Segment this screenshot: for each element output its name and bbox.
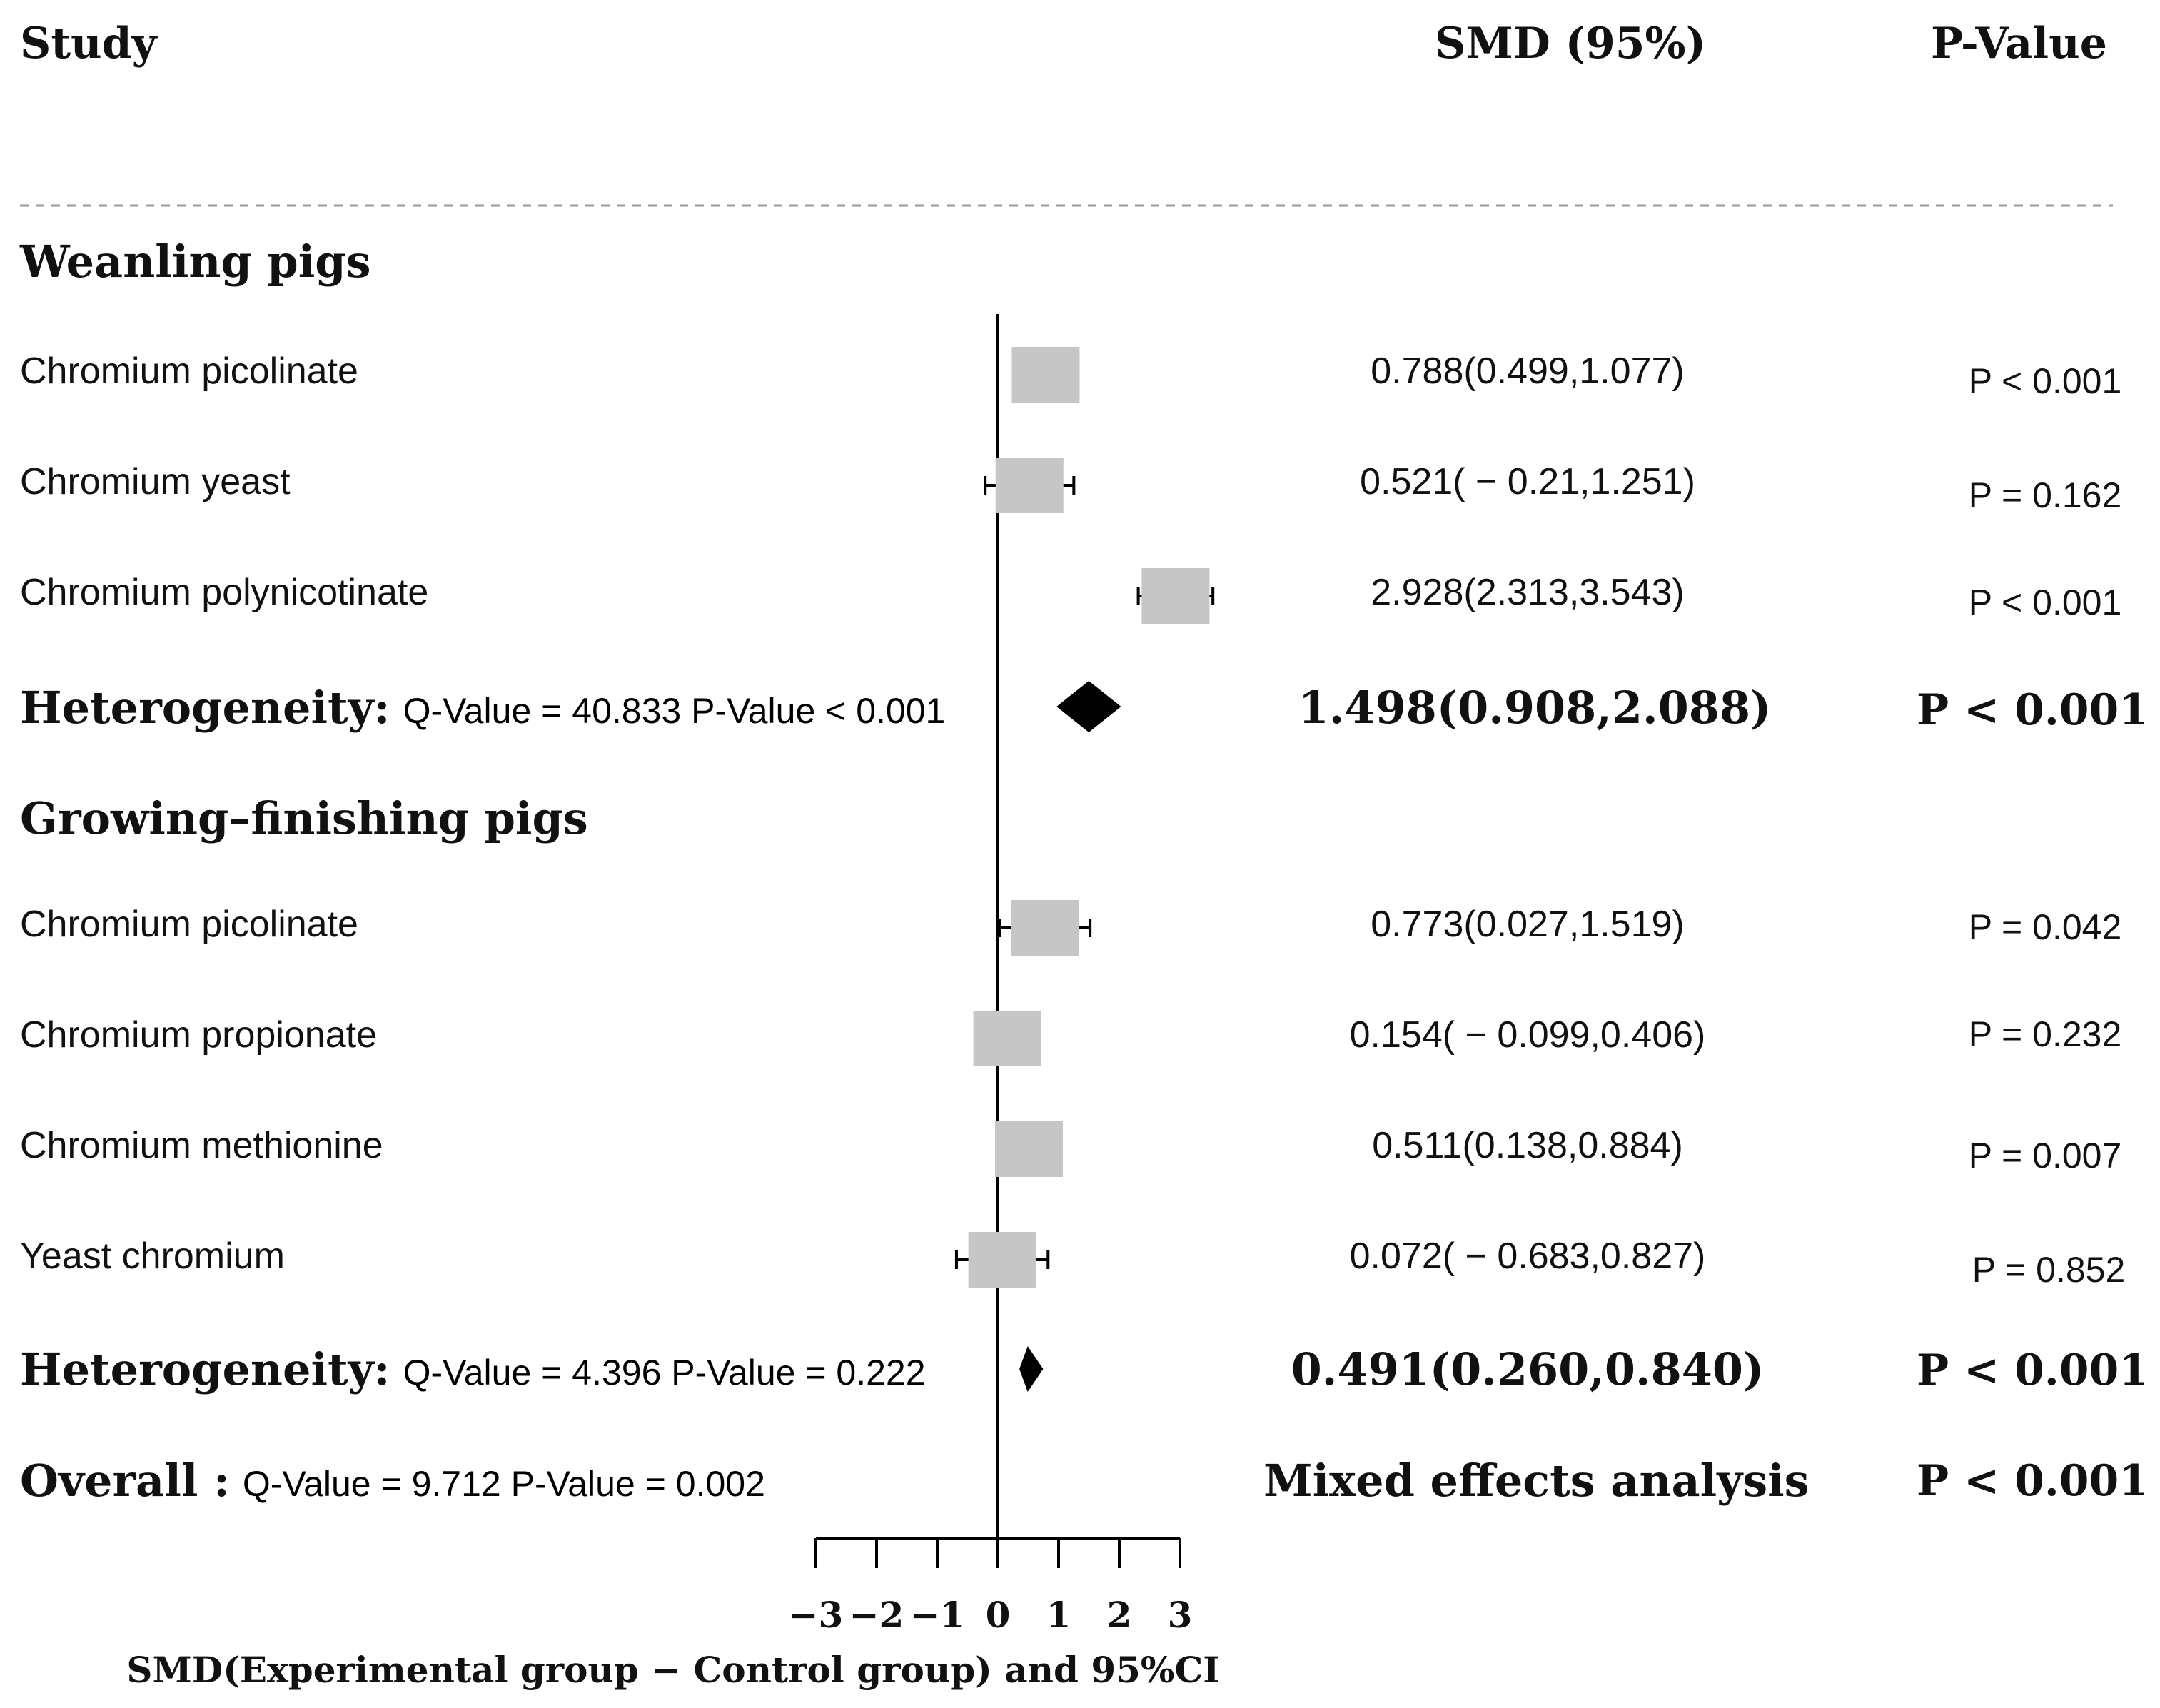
effect-box xyxy=(1011,347,1079,403)
effect-box xyxy=(969,1232,1036,1288)
study-p-value: P = 0.042 xyxy=(1968,907,2122,947)
group-title-growing-finishing: Growing–finishing pigs xyxy=(20,792,588,844)
x-tick-label: 2 xyxy=(1106,1594,1132,1636)
header-p-value: P-Value xyxy=(1931,19,2107,69)
study-estimate: 0.511(0.138,0.884) xyxy=(1372,1125,1683,1166)
overall-analysis-label: Mixed effects analysis xyxy=(1263,1455,1810,1507)
study-estimate: 0.154( − 0.099,0.406) xyxy=(1349,1014,1706,1056)
pooled-p-value: P < 0.001 xyxy=(1916,1345,2149,1395)
pooled-diamond xyxy=(1019,1346,1043,1392)
study-p-value: P = 0.162 xyxy=(1968,475,2122,515)
study-p-value: P = 0.232 xyxy=(1968,1014,2122,1054)
study-estimate: 0.773(0.027,1.519) xyxy=(1371,904,1685,945)
heterogeneity-stats: Q-Value = 4.396 P-Value = 0.222 xyxy=(403,1353,926,1393)
effect-box xyxy=(1141,568,1209,624)
study-label: Yeast chromium xyxy=(20,1235,285,1277)
study-label: Chromium polynicotinate xyxy=(20,572,429,613)
study-estimate: 0.521( − 0.21,1.251) xyxy=(1360,461,1695,502)
header-study: Study xyxy=(20,19,157,69)
overall-label: Overall : xyxy=(20,1455,230,1507)
study-label: Chromium yeast xyxy=(20,461,291,502)
study-p-value: P < 0.001 xyxy=(1968,582,2122,622)
study-estimate: 2.928(2.313,3.543) xyxy=(1371,572,1685,613)
x-tick-label: −1 xyxy=(909,1594,965,1636)
heterogeneity-label: Heterogeneity: xyxy=(20,682,390,734)
x-tick-label: 3 xyxy=(1167,1594,1193,1636)
effect-box xyxy=(996,458,1064,513)
group-title-weanling: Weanling pigs xyxy=(20,236,371,288)
study-label: Chromium picolinate xyxy=(20,904,358,945)
study-p-value: P = 0.007 xyxy=(1968,1136,2122,1176)
x-axis-label: SMD(Experimental group − Control group) and 95%CI xyxy=(126,1649,1220,1691)
study-label: Chromium methionine xyxy=(20,1125,383,1166)
header-smd: SMD (95%) xyxy=(1435,19,1706,69)
study-p-value: P < 0.001 xyxy=(1968,361,2122,401)
overall-p-value: P < 0.001 xyxy=(1916,1456,2149,1506)
pooled-estimate: 0.491(0.260,0.840) xyxy=(1291,1343,1765,1395)
pooled-p-value: P < 0.001 xyxy=(1916,685,2149,735)
x-tick-label: −3 xyxy=(788,1594,844,1636)
study-estimate: 0.072( − 0.683,0.827) xyxy=(1349,1235,1706,1277)
x-tick-label: 0 xyxy=(985,1594,1011,1636)
pooled-estimate: 1.498(0.908,2.088) xyxy=(1298,682,1772,734)
x-tick-label: −2 xyxy=(849,1594,904,1636)
study-p-value: P = 0.852 xyxy=(1972,1250,2126,1290)
heterogeneity-stats: Q-Value = 40.833 P-Value < 0.001 xyxy=(403,691,946,731)
overall-stats: Q-Value = 9.712 P-Value = 0.002 xyxy=(242,1464,765,1504)
x-tick-label: 1 xyxy=(1046,1594,1071,1636)
heterogeneity-label: Heterogeneity: xyxy=(20,1343,390,1395)
effect-box xyxy=(1011,900,1079,956)
effect-box xyxy=(974,1011,1041,1066)
study-label: Chromium propionate xyxy=(20,1014,378,1056)
study-estimate: 0.788(0.499,1.077) xyxy=(1371,350,1685,392)
study-label: Chromium picolinate xyxy=(20,350,358,392)
pooled-diamond xyxy=(1056,681,1121,732)
effect-box xyxy=(995,1121,1063,1177)
